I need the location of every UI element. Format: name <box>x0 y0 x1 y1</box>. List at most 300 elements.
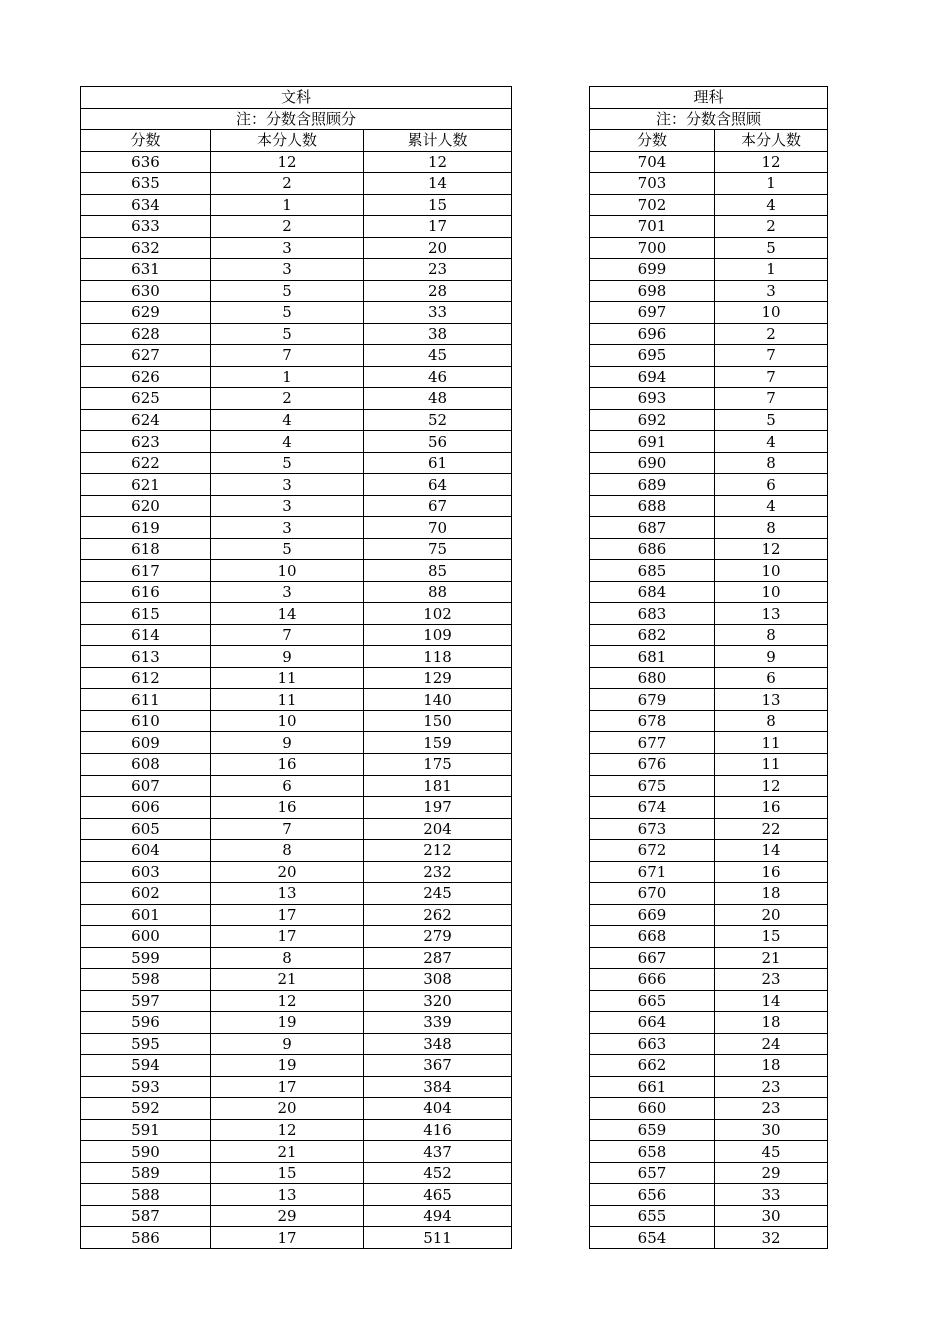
like-note: 注：分数含照顾 <box>590 108 828 130</box>
table-cell: 204 <box>364 818 512 840</box>
table-cell: 590 <box>81 1141 211 1163</box>
table-cell: 13 <box>211 883 364 905</box>
wenke-score-table <box>80 86 512 1249</box>
table-row <box>81 1205 512 1227</box>
table-cell: 1 <box>211 366 364 388</box>
table-cell: 2 <box>715 216 828 238</box>
table-cell: 38 <box>364 323 512 345</box>
table-cell: 11 <box>211 689 364 711</box>
table-row <box>590 1184 829 1206</box>
table-cell: 695 <box>590 345 715 367</box>
table-row <box>81 667 512 689</box>
table-cell: 676 <box>590 753 715 775</box>
table-cell: 622 <box>81 452 211 474</box>
table-cell: 17 <box>211 926 364 948</box>
table-cell: 598 <box>81 969 211 991</box>
table-row <box>590 926 829 948</box>
table-cell: 88 <box>364 581 512 603</box>
table-cell: 613 <box>81 646 211 668</box>
table-cell: 672 <box>590 840 715 862</box>
table-row <box>81 1162 512 1184</box>
table-row <box>590 947 829 969</box>
table-row <box>81 474 512 496</box>
table-cell: 698 <box>590 280 715 302</box>
table-row <box>590 1162 829 1184</box>
table-cell: 9 <box>211 732 364 754</box>
table-row <box>81 904 512 926</box>
table-row <box>81 431 512 453</box>
table-row <box>590 797 829 819</box>
table-cell: 675 <box>590 775 715 797</box>
table-cell: 625 <box>81 388 211 410</box>
table-row <box>81 689 512 711</box>
table-row <box>590 431 829 453</box>
table-cell: 12 <box>364 151 512 173</box>
table-row <box>81 216 512 238</box>
table-row <box>590 216 829 238</box>
table-row <box>81 947 512 969</box>
table-cell: 56 <box>364 431 512 453</box>
table-cell: 10 <box>211 710 364 732</box>
table-cell: 610 <box>81 710 211 732</box>
table-cell: 75 <box>364 538 512 560</box>
table-cell: 23 <box>364 259 512 281</box>
table-row <box>590 1205 829 1227</box>
table-row <box>590 710 829 732</box>
table-cell: 2 <box>211 173 364 195</box>
table-cell: 212 <box>364 840 512 862</box>
table-cell: 604 <box>81 840 211 862</box>
table-cell: 46 <box>364 366 512 388</box>
table-row <box>590 560 829 582</box>
table-cell: 594 <box>81 1055 211 1077</box>
table-cell: 674 <box>590 797 715 819</box>
table-cell: 16 <box>211 753 364 775</box>
table-cell: 20 <box>211 861 364 883</box>
table-cell: 494 <box>364 1205 512 1227</box>
table-cell: 21 <box>715 947 828 969</box>
table-cell: 600 <box>81 926 211 948</box>
table-cell: 5 <box>715 237 828 259</box>
table-cell: 11 <box>715 753 828 775</box>
table-row <box>590 818 829 840</box>
table-row <box>590 990 829 1012</box>
table-cell: 8 <box>211 947 364 969</box>
table-row <box>590 969 829 991</box>
table-cell: 12 <box>211 1119 364 1141</box>
table-cell: 262 <box>364 904 512 926</box>
table-cell: 11 <box>715 732 828 754</box>
table-cell: 129 <box>364 667 512 689</box>
table-row <box>590 280 829 302</box>
table-cell: 29 <box>715 1162 828 1184</box>
table-row <box>590 302 829 324</box>
table-cell: 669 <box>590 904 715 926</box>
table-row <box>590 1012 829 1034</box>
table-cell: 1 <box>211 194 364 216</box>
table-row <box>590 409 829 431</box>
table-cell: 586 <box>81 1227 211 1249</box>
table-cell: 7 <box>211 624 364 646</box>
table-cell: 45 <box>715 1141 828 1163</box>
table-cell: 11 <box>211 667 364 689</box>
table-row <box>81 840 512 862</box>
table-row <box>81 280 512 302</box>
table-row <box>590 1119 829 1141</box>
table-cell: 599 <box>81 947 211 969</box>
table-cell: 9 <box>715 646 828 668</box>
table-cell: 175 <box>364 753 512 775</box>
table-cell: 8 <box>715 452 828 474</box>
table-cell: 12 <box>715 538 828 560</box>
table-row <box>590 1055 829 1077</box>
table-cell: 626 <box>81 366 211 388</box>
table-cell: 24 <box>715 1033 828 1055</box>
table-cell: 597 <box>81 990 211 1012</box>
table-row <box>590 345 829 367</box>
table-cell: 17 <box>211 1227 364 1249</box>
table-cell: 2 <box>211 388 364 410</box>
table-cell: 615 <box>81 603 211 625</box>
table-row <box>81 710 512 732</box>
table-cell: 659 <box>590 1119 715 1141</box>
table-row <box>590 624 829 646</box>
table-cell: 678 <box>590 710 715 732</box>
table-row <box>81 194 512 216</box>
table-row <box>590 517 829 539</box>
table-row <box>590 904 829 926</box>
table-row <box>590 495 829 517</box>
table-cell: 5 <box>211 280 364 302</box>
table-cell: 661 <box>590 1076 715 1098</box>
table-cell: 628 <box>81 323 211 345</box>
table-row <box>81 861 512 883</box>
table-row <box>590 1227 829 1249</box>
table-cell: 656 <box>590 1184 715 1206</box>
table-cell: 618 <box>81 538 211 560</box>
table-cell: 21 <box>211 969 364 991</box>
table-cell: 21 <box>211 1141 364 1163</box>
table-cell: 4 <box>715 431 828 453</box>
table-cell: 8 <box>211 840 364 862</box>
table-cell: 19 <box>211 1012 364 1034</box>
table-cell: 3 <box>211 581 364 603</box>
table-cell: 181 <box>364 775 512 797</box>
table-cell: 623 <box>81 431 211 453</box>
table-cell: 7 <box>211 345 364 367</box>
table-cell: 588 <box>81 1184 211 1206</box>
table-row <box>590 732 829 754</box>
table-row <box>81 753 512 775</box>
table-cell: 9 <box>211 646 364 668</box>
table-row <box>81 259 512 281</box>
table-row <box>590 388 829 410</box>
table-cell: 4 <box>715 194 828 216</box>
table-row <box>81 366 512 388</box>
table-row <box>590 1098 829 1120</box>
table-cell: 703 <box>590 173 715 195</box>
table-cell: 4 <box>715 495 828 517</box>
table-cell: 109 <box>364 624 512 646</box>
table-cell: 605 <box>81 818 211 840</box>
table-cell: 9 <box>211 1033 364 1055</box>
table-row <box>590 861 829 883</box>
table-cell: 29 <box>211 1205 364 1227</box>
column-header: 本分人数 <box>715 130 828 152</box>
table-cell: 686 <box>590 538 715 560</box>
table-row <box>590 259 829 281</box>
table-cell: 1 <box>715 259 828 281</box>
table-cell: 18 <box>715 1055 828 1077</box>
table-row <box>81 495 512 517</box>
table-cell: 3 <box>211 495 364 517</box>
table-row <box>590 366 829 388</box>
table-cell: 245 <box>364 883 512 905</box>
table-cell: 102 <box>364 603 512 625</box>
table-cell: 5 <box>211 323 364 345</box>
table-cell: 681 <box>590 646 715 668</box>
table-cell: 608 <box>81 753 211 775</box>
table-cell: 12 <box>211 151 364 173</box>
table-cell: 3 <box>211 474 364 496</box>
table-cell: 607 <box>81 775 211 797</box>
table-cell: 662 <box>590 1055 715 1077</box>
table-cell: 690 <box>590 452 715 474</box>
table-cell: 6 <box>715 474 828 496</box>
table-cell: 384 <box>364 1076 512 1098</box>
table-cell: 696 <box>590 323 715 345</box>
table-cell: 7 <box>715 366 828 388</box>
table-row <box>81 560 512 582</box>
table-cell: 591 <box>81 1119 211 1141</box>
table-cell: 633 <box>81 216 211 238</box>
table-cell: 348 <box>364 1033 512 1055</box>
table-cell: 287 <box>364 947 512 969</box>
table-cell: 665 <box>590 990 715 1012</box>
table-cell: 465 <box>364 1184 512 1206</box>
table-row <box>590 474 829 496</box>
table-row <box>81 990 512 1012</box>
table-row <box>81 1033 512 1055</box>
table-cell: 28 <box>364 280 512 302</box>
table-row <box>81 818 512 840</box>
table-row <box>590 883 829 905</box>
table-row <box>81 969 512 991</box>
table-row <box>81 581 512 603</box>
table-cell: 3 <box>211 259 364 281</box>
table-row <box>590 840 829 862</box>
table-cell: 5 <box>715 409 828 431</box>
table-cell: 587 <box>81 1205 211 1227</box>
table-cell: 664 <box>590 1012 715 1034</box>
table-cell: 670 <box>590 883 715 905</box>
table-row <box>590 452 829 474</box>
table-cell: 692 <box>590 409 715 431</box>
table-cell: 23 <box>715 1076 828 1098</box>
table-cell: 279 <box>364 926 512 948</box>
table-cell: 511 <box>364 1227 512 1249</box>
table-cell: 20 <box>715 904 828 926</box>
table-cell: 632 <box>81 237 211 259</box>
table-cell: 17 <box>211 1076 364 1098</box>
table-cell: 612 <box>81 667 211 689</box>
table-cell: 1 <box>715 173 828 195</box>
table-row <box>590 689 829 711</box>
table-cell: 3 <box>715 280 828 302</box>
table-row <box>81 1098 512 1120</box>
table-cell: 617 <box>81 560 211 582</box>
table-cell: 67 <box>364 495 512 517</box>
table-cell: 682 <box>590 624 715 646</box>
table-cell: 18 <box>715 883 828 905</box>
table-cell: 159 <box>364 732 512 754</box>
table-row <box>590 323 829 345</box>
table-cell: 630 <box>81 280 211 302</box>
table-row <box>81 775 512 797</box>
table-cell: 320 <box>364 990 512 1012</box>
column-header: 分数 <box>81 130 211 152</box>
table-cell: 654 <box>590 1227 715 1249</box>
table-cell: 636 <box>81 151 211 173</box>
column-header: 累计人数 <box>364 130 512 152</box>
table-cell: 16 <box>715 797 828 819</box>
table-cell: 6 <box>211 775 364 797</box>
table-cell: 12 <box>715 151 828 173</box>
table-cell: 660 <box>590 1098 715 1120</box>
table-row <box>590 753 829 775</box>
table-cell: 619 <box>81 517 211 539</box>
table-row <box>81 797 512 819</box>
table-cell: 683 <box>590 603 715 625</box>
table-cell: 8 <box>715 624 828 646</box>
table-row <box>81 237 512 259</box>
table-cell: 688 <box>590 495 715 517</box>
table-cell: 663 <box>590 1033 715 1055</box>
table-cell: 10 <box>715 302 828 324</box>
table-cell: 404 <box>364 1098 512 1120</box>
table-cell: 2 <box>715 323 828 345</box>
table-cell: 16 <box>211 797 364 819</box>
table-row <box>590 775 829 797</box>
table-cell: 7 <box>715 388 828 410</box>
table-cell: 12 <box>211 990 364 1012</box>
table-cell: 14 <box>715 990 828 1012</box>
wenke-title: 文科 <box>81 87 512 109</box>
table-cell: 621 <box>81 474 211 496</box>
table-cell: 699 <box>590 259 715 281</box>
table-cell: 18 <box>715 1012 828 1034</box>
table-cell: 4 <box>211 431 364 453</box>
table-cell: 3 <box>211 517 364 539</box>
table-cell: 657 <box>590 1162 715 1184</box>
table-cell: 620 <box>81 495 211 517</box>
table-cell: 15 <box>211 1162 364 1184</box>
table-cell: 606 <box>81 797 211 819</box>
table-cell: 634 <box>81 194 211 216</box>
table-cell: 680 <box>590 667 715 689</box>
table-cell: 668 <box>590 926 715 948</box>
table-cell: 602 <box>81 883 211 905</box>
table-cell: 308 <box>364 969 512 991</box>
table-cell: 14 <box>715 840 828 862</box>
table-cell: 45 <box>364 345 512 367</box>
like-score-table <box>589 86 828 1249</box>
table-cell: 12 <box>715 775 828 797</box>
like-score-table-clipped <box>589 86 828 1250</box>
table-cell: 658 <box>590 1141 715 1163</box>
table-row <box>81 151 512 173</box>
table-cell: 10 <box>211 560 364 582</box>
table-cell: 118 <box>364 646 512 668</box>
table-cell: 140 <box>364 689 512 711</box>
table-cell: 7 <box>715 345 828 367</box>
table-cell: 596 <box>81 1012 211 1034</box>
like-title: 理科 <box>590 87 828 109</box>
table-row <box>81 926 512 948</box>
table-row <box>81 1184 512 1206</box>
table-cell: 624 <box>81 409 211 431</box>
table-cell: 416 <box>364 1119 512 1141</box>
table-cell: 30 <box>715 1119 828 1141</box>
table-cell: 13 <box>211 1184 364 1206</box>
table-cell: 23 <box>715 969 828 991</box>
table-row <box>81 1055 512 1077</box>
table-cell: 61 <box>364 452 512 474</box>
table-cell: 367 <box>364 1055 512 1077</box>
table-cell: 19 <box>211 1055 364 1077</box>
table-cell: 609 <box>81 732 211 754</box>
table-cell: 592 <box>81 1098 211 1120</box>
table-row <box>81 173 512 195</box>
table-row <box>590 194 829 216</box>
table-cell: 452 <box>364 1162 512 1184</box>
table-cell: 2 <box>211 216 364 238</box>
table-row <box>590 538 829 560</box>
table-row <box>81 388 512 410</box>
column-header: 分数 <box>590 130 715 152</box>
table-cell: 10 <box>715 581 828 603</box>
table-cell: 5 <box>211 452 364 474</box>
table-cell: 635 <box>81 173 211 195</box>
table-row <box>590 1033 829 1055</box>
wenke-note: 注：分数含照顾分 <box>81 108 512 130</box>
table-row <box>81 1227 512 1249</box>
table-cell: 629 <box>81 302 211 324</box>
table-row <box>81 517 512 539</box>
like-header-row <box>590 130 829 152</box>
table-row <box>590 667 829 689</box>
table-cell: 702 <box>590 194 715 216</box>
wenke-header-row <box>81 130 512 152</box>
table-row <box>81 646 512 668</box>
table-cell: 437 <box>364 1141 512 1163</box>
table-cell: 339 <box>364 1012 512 1034</box>
table-row <box>590 237 829 259</box>
table-cell: 704 <box>590 151 715 173</box>
table-cell: 689 <box>590 474 715 496</box>
table-cell: 17 <box>364 216 512 238</box>
table-row <box>590 1076 829 1098</box>
table-row <box>81 732 512 754</box>
table-row <box>81 323 512 345</box>
table-row <box>590 1141 829 1163</box>
table-cell: 15 <box>364 194 512 216</box>
table-cell: 150 <box>364 710 512 732</box>
table-row <box>590 603 829 625</box>
table-cell: 70 <box>364 517 512 539</box>
table-cell: 14 <box>364 173 512 195</box>
table-cell: 595 <box>81 1033 211 1055</box>
